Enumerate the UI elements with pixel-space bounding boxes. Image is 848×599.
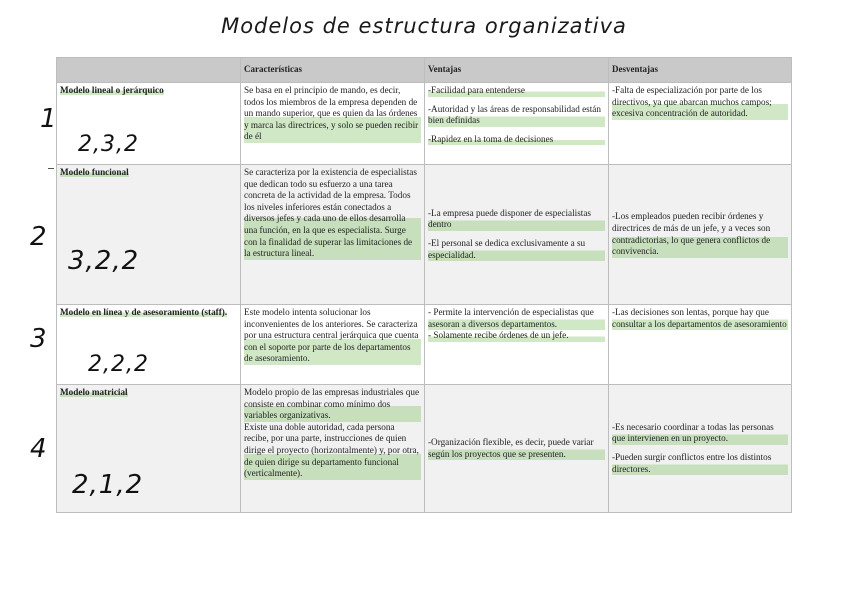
caracteristicas-text: Existe una doble autoridad, cada persona recibe, por una parte, instrucciones de quien dirige el proyecto (horizontalmente) y, por otra, de quien dirige su departamento funcional (verticalmente). <box>244 422 421 480</box>
ventajas-item: -Organización flexible, es decir, puede variar según los proyectos que se presenten. <box>428 437 605 460</box>
caracteristicas-text: Se basa en el principio de mando, es decir, todos los miembros de la empresa dependen de un mando superior, que es quien da las órdenes y marca las directrices, y solo se pueden recibir de él <box>244 85 421 143</box>
handwritten-number: 4 <box>30 434 47 464</box>
ventajas-cell <box>425 83 609 165</box>
ventajas-item: - Permite la intervención de especialistas que asesoran a diversos departamentos. <box>428 307 605 330</box>
ventajas-item: - Solamente recibe órdenes de un jefe. <box>428 330 605 342</box>
table-row <box>57 305 792 385</box>
handwritten-number: 3 <box>30 324 47 354</box>
ventajas-item: -Autoridad y las áreas de responsabilidad están bien definidas <box>428 104 605 127</box>
handwritten-score: 2,2,2 <box>88 352 149 377</box>
ventajas-cell <box>425 385 609 513</box>
ventajas-cell <box>425 305 609 385</box>
desventajas-item: -Pueden surgir conflictos entre los distintos directores. <box>612 452 788 475</box>
desventajas-item: -Los empleados pueden recibir órdenes y directrices de más de un jefe, y a veces son contradictorias, lo que genera conflictos de convivencia. <box>612 211 788 257</box>
desventajas-item: -Es necesario coordinar a todas las personas que intervienen en un proyecto. <box>612 422 788 445</box>
handwritten-score: 2,1,2 <box>72 470 144 500</box>
desventajas-cell <box>609 385 792 513</box>
model-name: Modelo matricial <box>60 387 128 397</box>
desventajas-item: -Las decisiones son lentas, porque hay que consultar a los departamentos de asesoramiento <box>612 307 787 329</box>
desventajas-cell <box>609 165 792 305</box>
handwritten-score: 3,2,2 <box>68 246 140 276</box>
handwritten-number: 1 <box>40 104 57 134</box>
header-desventajas: Desventajas <box>609 58 792 83</box>
ventajas-item: -El personal se dedica exclusivamente a su especialidad. <box>428 238 605 261</box>
header-ventajas: Ventajas <box>425 58 609 83</box>
margin-tick <box>48 168 54 169</box>
table-row <box>57 385 792 513</box>
header-blank <box>57 58 241 83</box>
desventajas-cell <box>609 305 792 385</box>
caracteristicas-cell <box>241 305 425 385</box>
table-header-row <box>57 58 792 83</box>
ventajas-cell <box>425 165 609 305</box>
table-row <box>57 165 792 305</box>
ventajas-item: -La empresa puede disponer de especialistas dentro <box>428 208 605 231</box>
caracteristicas-cell <box>241 165 425 305</box>
ventajas-item: -Rapidez en la toma de decisiones <box>428 134 605 146</box>
caracteristicas-text: Este modelo intenta solucionar los inconvenientes de los anteriores. Se caracteriza por una estructura central jerárquica que cuenta con el soporte por parte de los departamentos de asesoramiento. <box>244 307 421 365</box>
model-name: Modelo en línea y de asesoramiento (staff). <box>60 307 228 317</box>
ventajas-item: -Facilidad para entenderse <box>428 85 605 97</box>
handwritten-score: 2,3,2 <box>78 132 139 157</box>
caracteristicas-text: Modelo propio de las empresas industriales que consiste en combinar como mínimo dos variables organizativas. <box>244 387 420 421</box>
models-table <box>56 57 792 513</box>
model-name: Modelo lineal o jerárquico <box>60 85 164 95</box>
desventajas-cell <box>609 83 792 165</box>
caracteristicas-text: Se caracteriza por la existencia de especialistas que dedican todo su esfuerzo a una tarea concreta de la actividad de la empresa. Todos los niveles inferiores están conectados a diversos jefes y cada uno de ellos desarrolla una función, en la que es especialista. Surge con la finalidad de superar las limitaciones de la estructura lineal. <box>244 167 421 260</box>
desventajas-item: -Falta de especialización por parte de los directivos, ya que abarcan muchos campos; excesiva concentración de autoridad. <box>612 85 788 120</box>
model-cell <box>57 165 241 305</box>
table-row <box>57 83 792 165</box>
caracteristicas-cell <box>241 83 425 165</box>
header-caracteristicas: Características <box>241 58 425 83</box>
model-name: Modelo funcional <box>60 167 129 177</box>
page-title: Modelos de estructura organizativa <box>221 14 627 38</box>
handwritten-number: 2 <box>30 222 47 252</box>
caracteristicas-cell <box>241 385 425 513</box>
